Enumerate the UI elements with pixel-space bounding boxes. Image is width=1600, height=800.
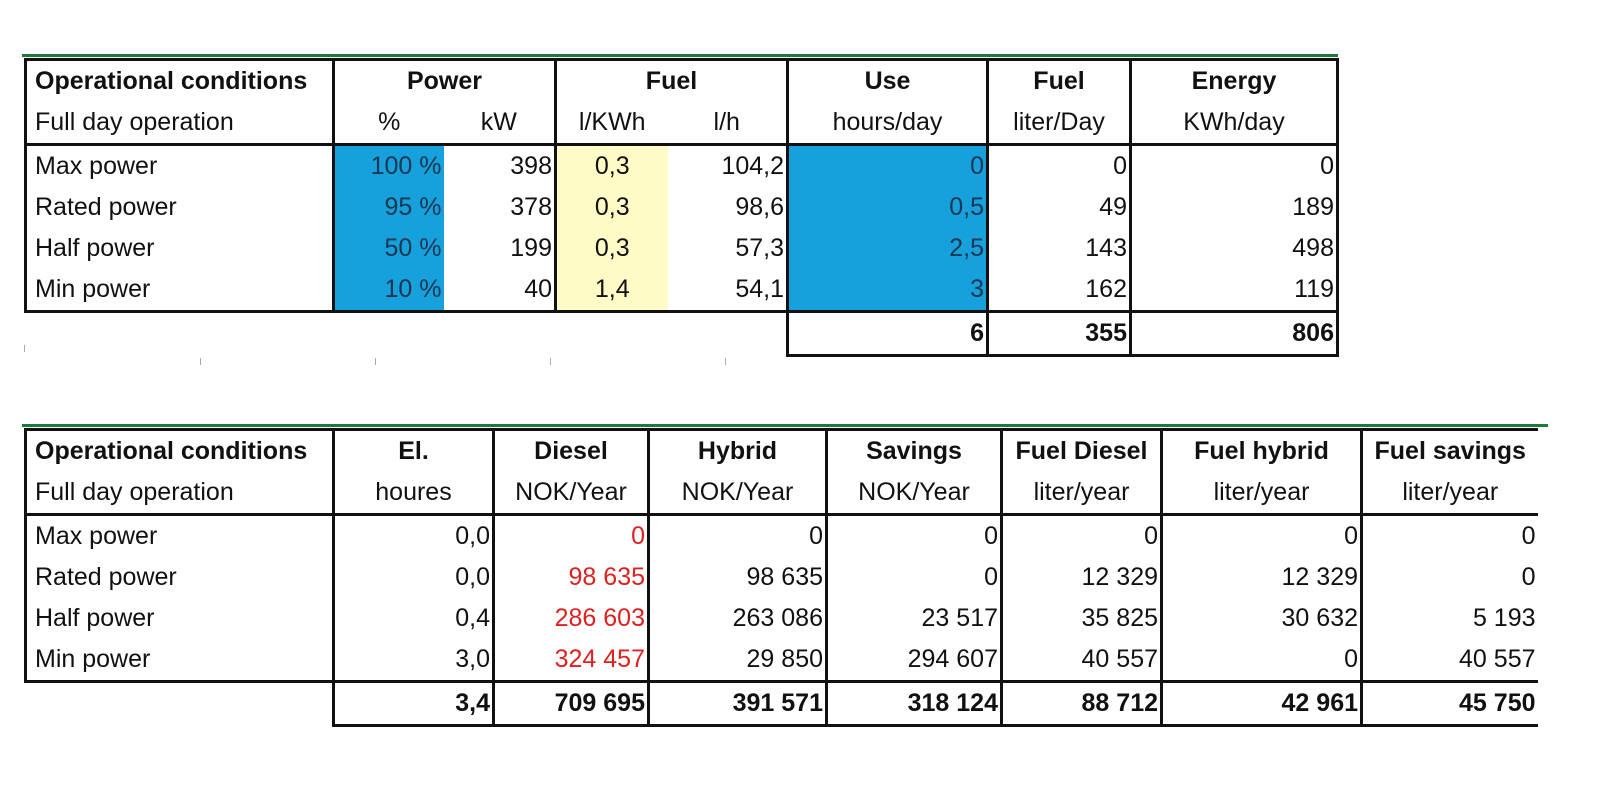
- subheader-nok-year: NOK/Year: [494, 472, 649, 515]
- header-use: Use: [788, 60, 988, 103]
- energy-kwh-cell: 119: [1131, 269, 1338, 312]
- el-hours-cell: 0,4: [334, 598, 494, 639]
- power-kw-cell: 398: [510, 152, 552, 180]
- fuel-liter-cell: 143: [988, 228, 1131, 269]
- empty-cell: [444, 312, 556, 356]
- power-percent-cell[interactable]: 100 %: [334, 145, 444, 188]
- total-savings-cell: 318 124: [827, 682, 1002, 726]
- subheader-liter-day: liter/Day: [988, 102, 1131, 145]
- fuel-diesel-cell: 35 825: [1002, 598, 1162, 639]
- hybrid-cost-cell: 29 850: [649, 639, 827, 682]
- header-fuel-hybrid: Fuel hybrid: [1162, 430, 1362, 473]
- power-kw-cell: 199: [510, 234, 552, 262]
- subheader-liter-year: liter/year: [1362, 472, 1538, 515]
- fuel-l-kwh-cell[interactable]: 0,3: [556, 145, 668, 188]
- total-fuel-hybrid-cell: 42 961: [1162, 682, 1362, 726]
- fuel-diesel-cell: 0: [1002, 515, 1162, 558]
- table2-subheader-row: [26, 472, 1538, 515]
- subheader-houres: houres: [334, 472, 494, 515]
- fuel-hybrid-cell: 0: [1162, 639, 1362, 682]
- fuel-l-kwh-cell[interactable]: 0,3: [556, 187, 668, 228]
- fuel-liter-cell: 49: [988, 187, 1131, 228]
- header-diesel: Diesel: [494, 430, 649, 473]
- subheader-hours-day: hours/day: [788, 102, 988, 145]
- header-el: El.: [334, 430, 494, 473]
- power-percent-cell[interactable]: 10 %: [334, 269, 444, 312]
- row-label: Half power: [26, 228, 334, 269]
- energy-kwh-cell: 498: [1131, 228, 1338, 269]
- subheader-l-kwh: l/KWh: [556, 102, 668, 145]
- header-energy: Energy: [1131, 60, 1338, 103]
- empty-cell: [668, 312, 788, 356]
- savings-cost-cell: 0: [827, 515, 1002, 558]
- table2-top-rule: [22, 424, 1548, 427]
- header-savings: Savings: [827, 430, 1002, 473]
- fuel-savings-cell: 0: [1362, 515, 1538, 558]
- hybrid-cost-cell: 0: [649, 515, 827, 558]
- fuel-l-kwh-cell[interactable]: 1,4: [556, 269, 668, 312]
- total-hours-cell: 6: [788, 312, 988, 356]
- fuel-liter-cell: 162: [988, 269, 1131, 312]
- fuel-l-h-cell: 57,3: [735, 234, 784, 262]
- header-hybrid: Hybrid: [649, 430, 827, 473]
- row-label: Min power: [26, 269, 334, 312]
- header-fuel-day: Fuel: [988, 60, 1131, 103]
- fuel-diesel-cell: 40 557: [1002, 639, 1162, 682]
- fuel-savings-cell: 40 557: [1362, 639, 1538, 682]
- table1-totals-row: [26, 312, 1338, 356]
- table-row: [26, 145, 1338, 188]
- header-fuel-savings: Fuel savings: [1362, 430, 1538, 473]
- empty-cell: [26, 312, 334, 356]
- subheader-percent: %: [334, 102, 444, 145]
- total-hybrid-cell: 391 571: [649, 682, 827, 726]
- total-liter-cell: 355: [988, 312, 1131, 356]
- el-hours-cell: 3,0: [334, 639, 494, 682]
- subheader-kwh-day: KWh/day: [1131, 102, 1338, 145]
- use-hours-cell[interactable]: 0,5: [788, 187, 988, 228]
- use-hours-cell[interactable]: 3: [788, 269, 988, 312]
- operational-table: [24, 58, 1339, 357]
- table2-totals-row: [26, 682, 1538, 726]
- header-fuel-diesel: Fuel Diesel: [1002, 430, 1162, 473]
- gridline-tick: [375, 358, 376, 365]
- fuel-hybrid-cell: 12 329: [1162, 557, 1362, 598]
- row-label: Max power: [26, 145, 334, 188]
- subheader-l-h: l/h: [668, 102, 788, 145]
- use-hours-cell[interactable]: 0: [788, 145, 988, 188]
- table-row: [26, 228, 1338, 269]
- fuel-savings-cell: 0: [1362, 557, 1538, 598]
- total-fuel-diesel-cell: 88 712: [1002, 682, 1162, 726]
- fuel-liter-cell: 0: [988, 145, 1131, 188]
- fuel-l-kwh-cell[interactable]: 0,3: [556, 228, 668, 269]
- el-hours-cell: 0,0: [334, 515, 494, 558]
- header-operational-conditions: Operational conditions: [26, 430, 334, 473]
- header-fuel: Fuel: [556, 60, 788, 103]
- use-hours-cell[interactable]: 2,5: [788, 228, 988, 269]
- gridline-tick: [725, 358, 726, 365]
- gridline-tick: [550, 358, 551, 365]
- table1-header-row: [26, 60, 1338, 103]
- subheader-full-day: Full day operation: [26, 102, 334, 145]
- header-operational-conditions: Operational conditions: [26, 60, 334, 103]
- gridline-tick: [200, 358, 201, 365]
- power-percent-cell[interactable]: 50 %: [334, 228, 444, 269]
- subheader-nok-year: NOK/Year: [649, 472, 827, 515]
- table1-subheader-row: [26, 102, 1338, 145]
- empty-cell: [334, 312, 444, 356]
- total-el-cell: 3,4: [334, 682, 494, 726]
- savings-cost-cell: 294 607: [827, 639, 1002, 682]
- fuel-l-h-cell: 98,6: [735, 193, 784, 221]
- gridline-tick: [24, 345, 25, 352]
- fuel-l-h-cell: 104,2: [721, 152, 784, 180]
- row-label: Min power: [26, 639, 334, 682]
- diesel-cost-cell: 324 457: [494, 639, 649, 682]
- subheader-kw: kW: [444, 102, 556, 145]
- total-diesel-cell: 709 695: [494, 682, 649, 726]
- empty-cell: [26, 682, 334, 726]
- hybrid-cost-cell: 98 635: [649, 557, 827, 598]
- diesel-cost-cell: 0: [494, 515, 649, 558]
- subheader-nok-year: NOK/Year: [827, 472, 1002, 515]
- el-hours-cell: 0,0: [334, 557, 494, 598]
- table2-header-row: [26, 430, 1538, 473]
- empty-cell: [556, 312, 668, 356]
- energy-kwh-cell: 0: [1131, 145, 1338, 188]
- fuel-diesel-cell: 12 329: [1002, 557, 1162, 598]
- subheader-liter-year: liter/year: [1002, 472, 1162, 515]
- cost-savings-table: [24, 428, 1538, 727]
- row-label: Rated power: [26, 187, 334, 228]
- table-row: [26, 187, 1338, 228]
- total-fuel-savings-cell: 45 750: [1362, 682, 1538, 726]
- fuel-hybrid-cell: 30 632: [1162, 598, 1362, 639]
- table1-top-rule: [22, 54, 1338, 57]
- total-kwh-cell: 806: [1131, 312, 1338, 356]
- savings-cost-cell: 23 517: [827, 598, 1002, 639]
- energy-kwh-cell: 189: [1131, 187, 1338, 228]
- power-kw-cell: 40: [444, 269, 556, 312]
- table-row: [26, 557, 1538, 598]
- diesel-cost-cell: 286 603: [494, 598, 649, 639]
- table-row: [26, 598, 1538, 639]
- subheader-full-day: Full day operation: [26, 472, 334, 515]
- row-label: Half power: [26, 598, 334, 639]
- row-label: Rated power: [26, 557, 334, 598]
- table-row: [26, 515, 1538, 558]
- fuel-hybrid-cell: 0: [1162, 515, 1362, 558]
- table-row: [26, 639, 1538, 682]
- table-row: [26, 269, 1338, 312]
- fuel-savings-cell: 5 193: [1362, 598, 1538, 639]
- fuel-l-h-cell: 54,1: [668, 269, 788, 312]
- subheader-liter-year: liter/year: [1162, 472, 1362, 515]
- savings-cost-cell: 0: [827, 557, 1002, 598]
- hybrid-cost-cell: 263 086: [649, 598, 827, 639]
- row-label: Max power: [26, 515, 334, 558]
- power-kw-cell: 378: [510, 193, 552, 221]
- header-power: Power: [334, 60, 556, 103]
- diesel-cost-cell: 98 635: [494, 557, 649, 598]
- power-percent-cell[interactable]: 95 %: [334, 187, 444, 228]
